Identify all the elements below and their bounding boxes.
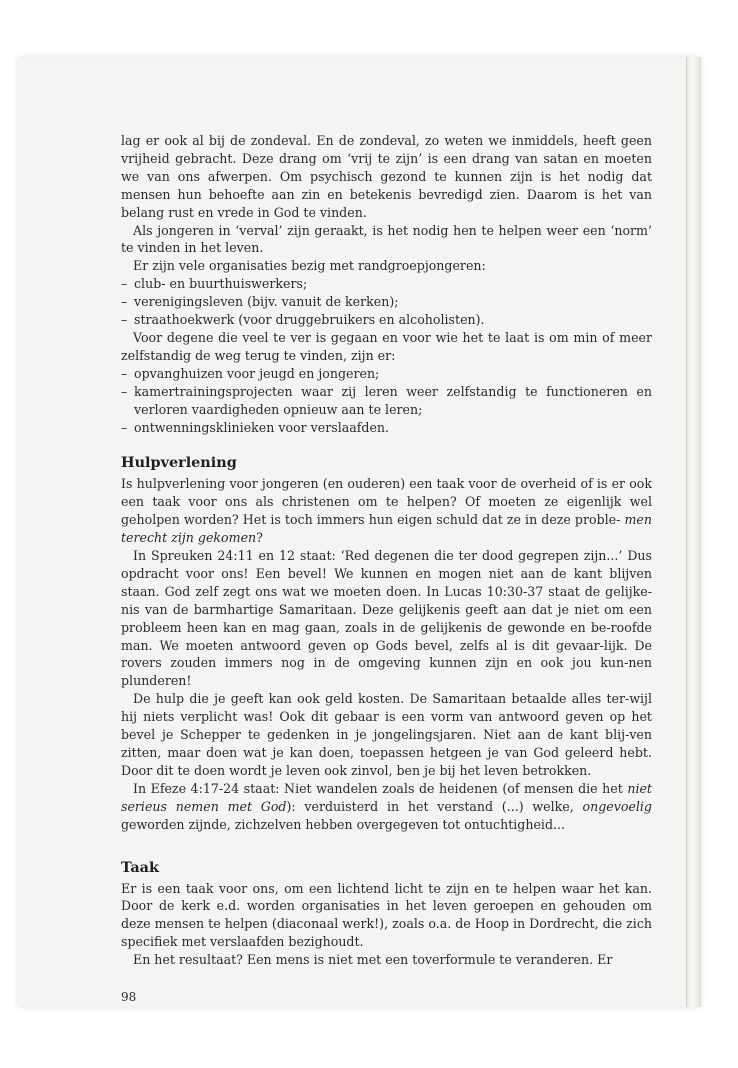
list-item: – straathoekwerk (voor druggebruikers en alcoholisten). — [121, 311, 652, 329]
section-heading-hulpverlening: Hulpverlening — [121, 454, 237, 472]
facilities-list — [121, 365, 652, 437]
hulpverlening-paragraph-4: In Efeze 4:17-24 staat: Niet wandelen zoals de heidenen (of mensen die het niet serieus nemen met God): verduisterd in het verstand (...) welke, ongevoelig geworden zijnde, zichzelven hebben overgegeven tot ontuchtigheid... — [121, 780, 652, 832]
list-item: – verenigingsleven (bijv. vanuit de kerken); — [121, 293, 652, 311]
intro-paragraph-2: Als jongeren in ‘verval’ zijn geraakt, is het nodig hen te helpen weer een ‘norm’ te vinden in het leven. — [121, 222, 652, 256]
organisations-list — [121, 275, 652, 329]
list-item: – opvanghuizen voor jeugd en jongeren; — [121, 365, 652, 383]
intro-paragraph-4: Voor degene die veel te ver is gegaan en voor wie het te laat is om min of meer zelfstandig de weg terug te vinden, zijn er: — [121, 329, 652, 363]
hulpverlening-paragraph-2: In Spreuken 24:11 en 12 staat: ‘Red degenen die ter dood gegrepen zijn...’ Dus opdracht voor ons! Een bevel! We kunnen en mogen niet aan de kant blijven staan. God zelf zegt ons wat we moeten doen. In Lucas 10:30-37 staat de gelijke-nis van de barmhartige Samaritaan. Deze gelijkenis geeft aan dat je niet om een probleem heen kan en mag gaan, zoals in de gelijkenis de gewonde en be-roofde man. We moeten antwoord geven op Gods bevel, zelfs al is dit gevaar-lijk. De rovers zouden immers nog in de omgeving kunnen zijn en ook jou kun-nen plunderen! — [121, 548, 652, 689]
page-number: 98 — [121, 990, 137, 1005]
list-item: – club- en buurthuiswerkers; — [121, 275, 652, 293]
page-content — [121, 132, 652, 1007]
taak-paragraph-1: Er is een taak voor ons, om een lichtend licht te zijn en te helpen waar het kan. Door de kerk e.d. worden organisaties in het leven geroepen en gehouden om deze mensen te helpen (diaconaal werk!), zoals o.a. de Hoop in Dordrecht, die zich specifiek met verslaafden bezighoudt. — [121, 880, 652, 950]
list-item: – kamertrainingsprojecten waar zij leren weer zelfstandig te functioneren en verloren vaardigheden opnieuw aan te leren; — [121, 383, 652, 419]
hulpverlening-paragraph-3: De hulp die je geeft kan ook geld kosten. De Samaritaan betaalde alles ter-wijl hij niets verplicht was! Ook dit gebaar is een vorm van antwoord geven op het bevel je Schepper te gedenken in je jongelingsjaren. Niet aan de kant blij-ven zitten, maar doen wat je kan doen, toepassen hetgeen je van God geleerd hebt. Door dit te doen wordt je leven ook zinvol, ben je bij het leven betrokken. — [121, 691, 652, 778]
list-item: – ontwenningsklinieken voor verslaafden. — [121, 419, 652, 437]
taak-paragraph-2: En het resultaat? Een mens is niet met een toverformule te veranderen. Er — [133, 952, 613, 968]
page-edge — [686, 57, 701, 1007]
section-heading-taak: Taak — [121, 858, 159, 876]
intro-paragraph-3: Er zijn vele organisaties bezig met randgroepjongeren: — [133, 258, 486, 274]
hulpverlening-paragraph-1: Is hulpverlening voor jongeren (en ouderen) een taak voor de overheid of is er ook een taak voor ons als christenen om te helpen? Of moeten ze eigenlijk wel geholpen worden? Het is toch immers hun eigen schuld dat ze in deze proble- men terecht zijn gekomen? — [121, 476, 652, 546]
intro-paragraph-1: lag er ook al bij de zondeval. En de zondeval, zo weten we inmiddels, heeft geen vrijheid gebracht. Deze drang om ‘vrij te zijn’ is een drang van satan en moeten we van ons afwerpen. Om psychisch gezond te kunnen zijn is het nodig dat mensen hun behoefte aan zin en betekenis bevredigd zien. Daarom is het van belang rust en vrede in God te vinden. — [121, 133, 652, 220]
